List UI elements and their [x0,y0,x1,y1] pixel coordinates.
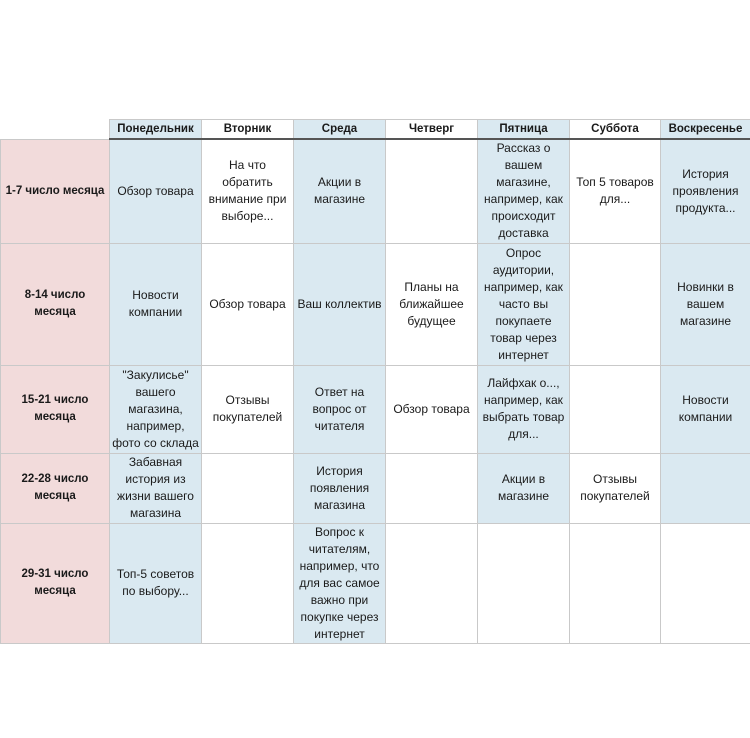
table-cell: Обзор товара [386,365,478,453]
table-cell: Топ-5 советов по выбору... [110,523,202,643]
table-cell [570,365,661,453]
header-monday: Понедельник [110,120,202,140]
row-label: 15-21 число месяца [1,365,110,453]
table-row [1,139,750,243]
content-plan-table [0,119,750,644]
table-cell [202,453,294,523]
table-cell [202,523,294,643]
row-label: 29-31 число месяца [1,523,110,643]
table-row [1,523,750,643]
header-thursday: Четверг [386,120,478,140]
table-cell: Обзор товара [202,243,294,365]
table-cell: Новинки в вашем магазине [661,243,750,365]
header-wednesday: Среда [294,120,386,140]
table-cell: Отзывы покупателей [570,453,661,523]
table-cell: Ваш коллектив [294,243,386,365]
table-cell: Опрос аудитории, например, как часто вы покупаете товар через интернет [478,243,570,365]
table-row [1,243,750,365]
header-tuesday: Вторник [202,120,294,140]
table-cell: История появления магазина [294,453,386,523]
table-cell: Топ 5 товаров для... [570,139,661,243]
table-cell: Забавная история из жизни вашего магазина [110,453,202,523]
header-friday: Пятница [478,120,570,140]
table-cell: "Закулисье" вашего магазина, например, фото со склада [110,365,202,453]
table-cell [661,523,750,643]
row-label: 1-7 число месяца [1,139,110,243]
table-cell [661,453,750,523]
table-cell [386,523,478,643]
table-cell [570,243,661,365]
table-cell: Вопрос к читателям, например, что для вас самое важно при покупке через интернет [294,523,386,643]
table-cell: Обзор товара [110,139,202,243]
table-cell [570,523,661,643]
table-cell: Лайфхак о..., например, как выбрать товар для... [478,365,570,453]
table-cell [386,453,478,523]
table-cell: На что обратить внимание при выборе... [202,139,294,243]
header-saturday: Суббота [570,120,661,140]
table-cell: Новости компании [110,243,202,365]
table-cell [478,523,570,643]
table-cell: Отзывы покупателей [202,365,294,453]
header-sunday: Воскресенье [661,120,750,140]
header-row [1,120,750,140]
table-cell [386,139,478,243]
table-cell: Акции в магазине [478,453,570,523]
table-cell: Ответ на вопрос от читателя [294,365,386,453]
table-row [1,453,750,523]
table-row [1,365,750,453]
table-cell: Акции в магазине [294,139,386,243]
corner-cell [1,120,110,140]
table-cell: Планы на ближайшее будущее [386,243,478,365]
row-label: 22-28 число месяца [1,453,110,523]
row-label: 8-14 число месяца [1,243,110,365]
table-cell: История проявления продукта... [661,139,750,243]
table-cell: Новости компании [661,365,750,453]
table-cell: Рассказ о вашем магазине, например, как происходит доставка [478,139,570,243]
